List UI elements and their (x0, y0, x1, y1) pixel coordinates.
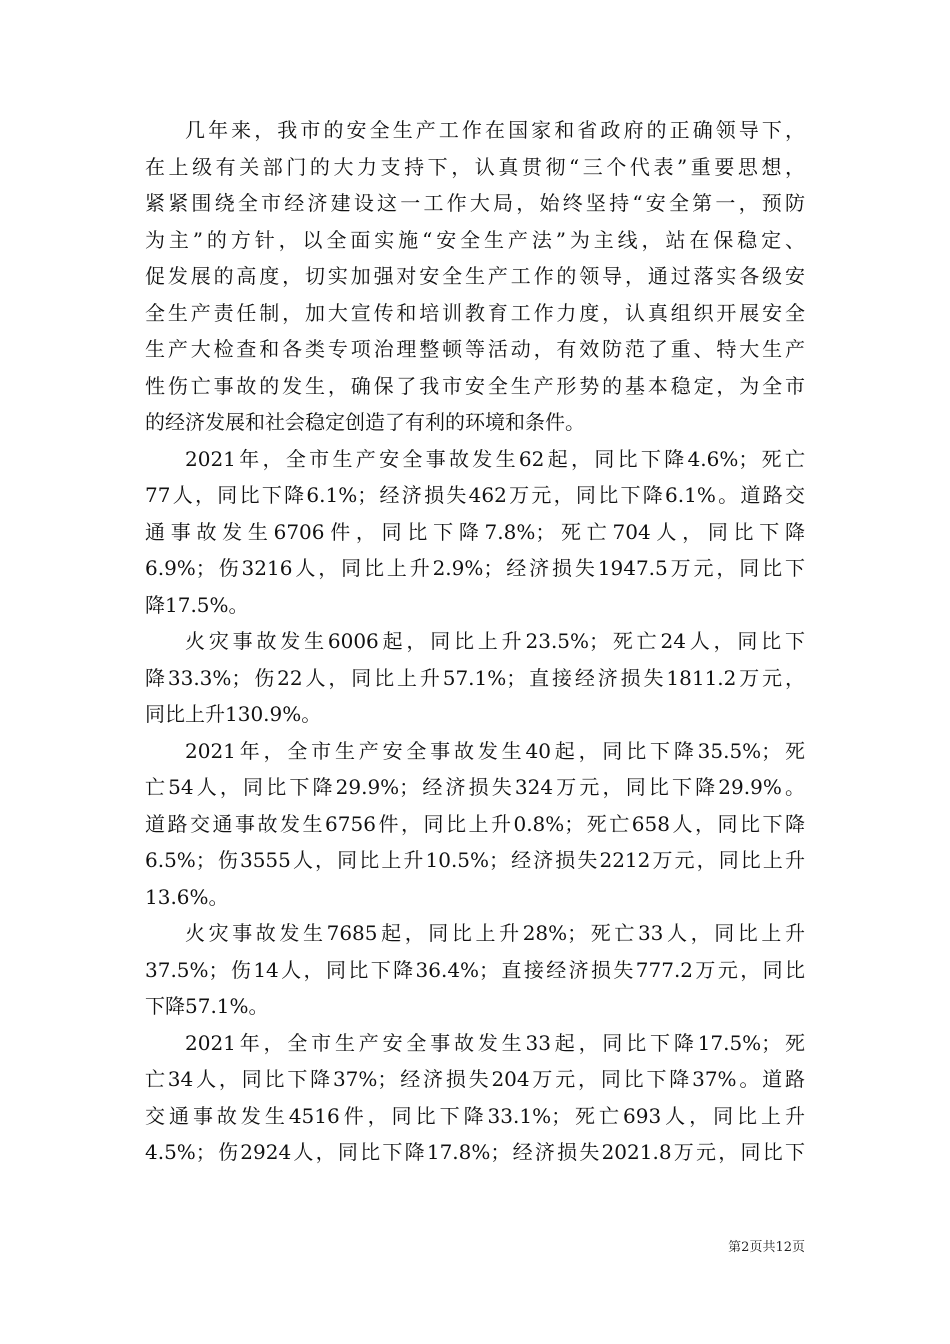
text-line: 为主”的方针，以全面实施“安全生产法”为主线，站在保稳定、 (145, 227, 805, 252)
text-line: 火灾事故发生7685起，同比上升28%；死亡33人，同比上升 (185, 921, 805, 945)
text-line: 道路交通事故发生6756件，同比上升0.8%；死亡658人，同比下降 (145, 811, 805, 836)
text-line: 紧紧围绕全市经济建设这一工作大局，始终坚持“安全第一，预防 (145, 191, 805, 215)
text-line: 2021年，全市生产安全事故发生40起，同比下降35.5%；死 (185, 738, 805, 763)
text-line: 37.5%；伤14人，同比下降36.4%；直接经济损失777.2万元，同比 (145, 957, 805, 982)
page-number-footer: 第2页共12页 (728, 1240, 805, 1255)
paragraph-fire-first (145, 623, 805, 733)
text-line: 同比上升130.9%。 (145, 702, 322, 726)
text-line: 通事故发生6706件，同比下降7.8%；死亡704人，同比下降 (145, 519, 805, 544)
paragraph-intro (145, 112, 805, 441)
text-line: 下降57.1%。 (145, 994, 269, 1018)
text-line: 的经济发展和社会稳定创造了有利的环境和条件。 (145, 410, 585, 434)
paragraph-stats-first (145, 441, 805, 624)
text-line: 4.5%；伤2924人，同比下降17.8%；经济损失2021.8万元，同比下 (145, 1140, 805, 1164)
text-line: 交通事故发生4516件，同比下降33.1%；死亡693人，同比上升 (145, 1103, 805, 1128)
text-line: 火灾事故发生6006起，同比上升23.5%；死亡24人，同比下 (185, 629, 805, 653)
paragraph-stats-second (145, 733, 805, 916)
text-line: 在上级有关部门的大力支持下，认真贯彻“三个代表”重要思想， (145, 154, 805, 179)
text-line: 全生产责任制，加大宣传和培训教育工作力度，认真组织开展安全 (145, 300, 805, 325)
text-line: 13.6%。 (145, 884, 229, 909)
text-line: 2021年，全市生产安全事故发生33起，同比下降17.5%；死 (185, 1030, 805, 1055)
text-line: 6.9%；伤3216人，同比上升2.9%；经济损失1947.5万元，同比下 (145, 556, 805, 580)
paragraph-fire-second (145, 915, 805, 1025)
text-line: 6.5%；伤3555人，同比上升10.5%；经济损失2212万元，同比上升 (145, 848, 805, 872)
text-line: 促发展的高度，切实加强对安全生产工作的领导，通过落实各级安 (145, 264, 805, 288)
paragraph-stats-third (145, 1025, 805, 1171)
text-line: 亡54人，同比下降29.9%；经济损失324万元，同比下降29.9%。 (145, 775, 805, 799)
text-line: 性伤亡事故的发生，确保了我市安全生产形势的基本稳定，为全市 (145, 373, 805, 398)
text-line: 亡34人，同比下降37%；经济损失204万元，同比下降37%。道路 (145, 1067, 805, 1091)
text-line: 生产大检查和各类专项治理整顿等活动，有效防范了重、特大生产 (145, 337, 805, 361)
text-line: 降17.5%。 (145, 592, 249, 617)
text-line: 降33.3%；伤22人，同比上升57.1%；直接经济损失1811.2万元， (145, 665, 805, 690)
text-line: 几年来，我市的安全生产工作在国家和省政府的正确领导下， (185, 118, 805, 142)
text-line: 2021年，全市生产安全事故发生62起，同比下降4.6%；死亡 (185, 446, 805, 471)
text-line: 77人，同比下降6.1%；经济损失462万元，同比下降6.1%。道路交 (145, 483, 805, 507)
document-body (145, 112, 805, 1171)
